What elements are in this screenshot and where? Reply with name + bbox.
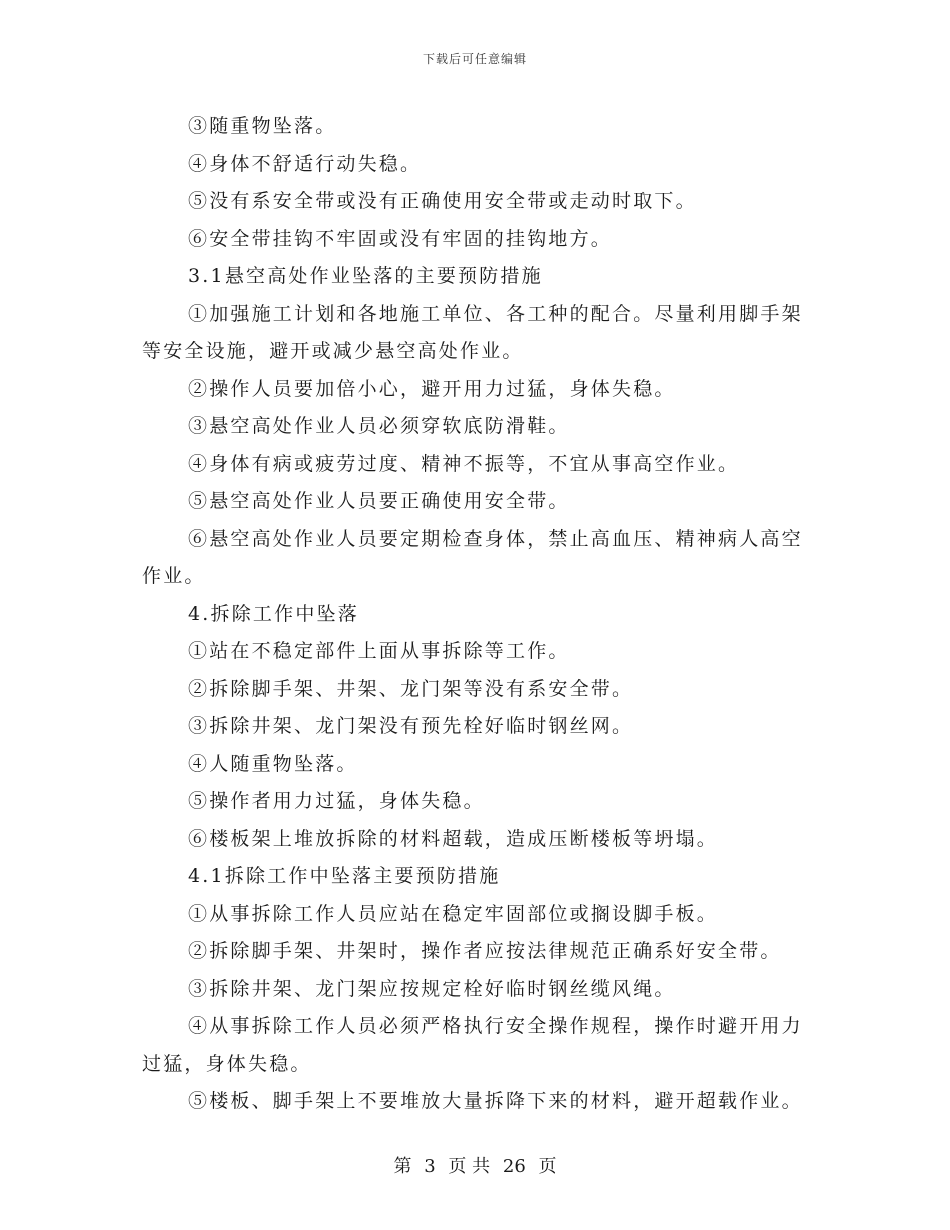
paragraph: ②拆除脚手架、井架、龙门架等没有系安全带。 bbox=[188, 677, 634, 700]
paragraph: ③拆除井架、龙门架没有预先栓好临时钢丝网。 bbox=[188, 715, 634, 737]
paragraph: ②拆除脚手架、井架时，操作者应按法律规范正确系好安全带。 bbox=[188, 940, 782, 962]
paragraph: ⑥安全带挂钩不牢固或没有牢固的挂钩地方。 bbox=[188, 227, 613, 250]
section-heading: 4.拆除工作中坠落 bbox=[188, 602, 359, 625]
paragraph: ③随重物坠落。 bbox=[188, 115, 337, 137]
paragraph: ⑤操作者用力过猛，身体失稳。 bbox=[188, 790, 485, 812]
section-heading: 4.1拆除工作中坠落主要预防措施 bbox=[188, 865, 501, 887]
paragraph: ③悬空高处作业人员必须穿软底防滑鞋。 bbox=[188, 415, 570, 437]
page-number: 3 bbox=[424, 1156, 436, 1177]
paragraph: ③拆除井架、龙门架应按规定栓好临时钢丝缆风绳。 bbox=[188, 977, 676, 1000]
page-header: 下载后可任意编辑 bbox=[422, 52, 527, 66]
paragraph: ⑥楼板架上堆放拆除的材料超载，造成压断楼板等坍塌。 bbox=[188, 827, 719, 850]
paragraph: ①从事拆除工作人员应站在稳定牢固部位或搁设脚手板。 bbox=[188, 902, 719, 925]
paragraph: ⑤没有系安全带或没有正确使用安全带或走动时取下。 bbox=[188, 190, 697, 212]
paragraph: ①加强施工计划和各地施工单位、各工种的配合。尽量利用脚手架等安全设施，避开或减少悬空高处作业。 bbox=[142, 302, 803, 362]
footer-middle: 页 共 bbox=[448, 1156, 491, 1177]
paragraph: ④人随重物坠落。 bbox=[188, 752, 358, 775]
document-body bbox=[142, 108, 817, 1121]
paragraph: ⑤楼板、脚手架上不要堆放大量拆降下来的材料，避开超载作业。 bbox=[188, 1090, 803, 1112]
paragraph: ①站在不稳定部件上面从事拆除等工作。 bbox=[188, 640, 570, 662]
paragraph: ⑤悬空高处作业人员要正确使用安全带。 bbox=[188, 490, 570, 512]
paragraph: ④从事拆除工作人员必须严格执行安全操作规程，操作时避开用力过猛，身体失稳。 bbox=[142, 1015, 803, 1075]
total-pages: 26 bbox=[502, 1156, 526, 1177]
paragraph: ②操作人员要加倍小心，避开用力过猛，身体失稳。 bbox=[188, 377, 676, 400]
page-footer bbox=[0, 1152, 950, 1178]
footer-suffix: 页 bbox=[538, 1156, 557, 1177]
paragraph: ⑥悬空高处作业人员要定期检查身体，禁止高血压、精神病人高空作业。 bbox=[142, 527, 803, 587]
paragraph: ④身体不舒适行动失稳。 bbox=[188, 152, 422, 175]
paragraph: ④身体有病或疲劳过度、精神不振等，不宜从事高空作业。 bbox=[188, 452, 740, 475]
section-heading: 3.1悬空高处作业坠落的主要预防措施 bbox=[188, 265, 543, 287]
footer-prefix: 第 bbox=[393, 1156, 412, 1177]
